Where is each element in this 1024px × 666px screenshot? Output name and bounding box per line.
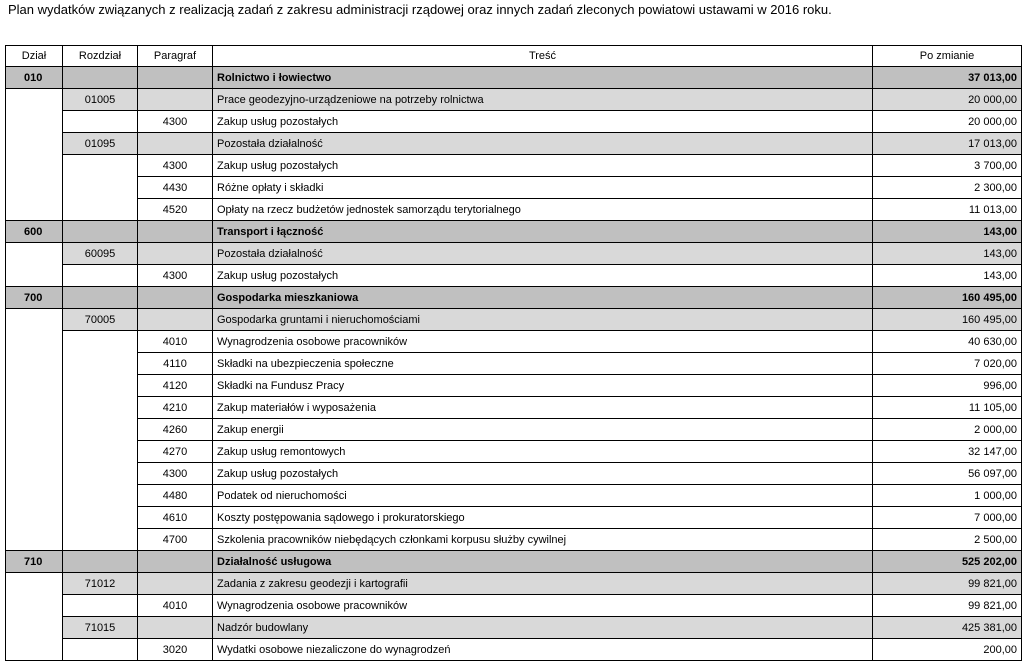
table-row — [6, 463, 1022, 485]
cell-po-zmianie: 40 630,00 — [873, 331, 1022, 353]
cell-tresc: Prace geodezyjno-urządzeniowe na potrzeby rolnictwa — [213, 89, 873, 111]
cell-po-zmianie: 20 000,00 — [873, 89, 1022, 111]
cell-paragraf — [138, 309, 213, 331]
cell-po-zmianie: 11 013,00 — [873, 199, 1022, 221]
table-row — [6, 67, 1022, 89]
cell-po-zmianie: 3 700,00 — [873, 155, 1022, 177]
cell-tresc: Pozostała działalność — [213, 133, 873, 155]
cell-paragraf — [138, 287, 213, 309]
cell-tresc: Rolnictwo i łowiectwo — [213, 67, 873, 89]
cell-po-zmianie: 20 000,00 — [873, 111, 1022, 133]
column-header-rozdzial: Rozdział — [63, 46, 138, 67]
cell-rozdzial — [63, 595, 138, 617]
cell-rozdzial: 60095 — [63, 243, 138, 265]
cell-po-zmianie: 2 500,00 — [873, 529, 1022, 551]
table-row — [6, 353, 1022, 375]
cell-paragraf: 4210 — [138, 397, 213, 419]
cell-dzial — [6, 573, 63, 661]
table-row — [6, 529, 1022, 551]
table-row — [6, 265, 1022, 287]
cell-dzial: 700 — [6, 287, 63, 309]
cell-paragraf — [138, 67, 213, 89]
cell-tresc: Transport i łączność — [213, 221, 873, 243]
cell-po-zmianie: 17 013,00 — [873, 133, 1022, 155]
cell-dzial: 710 — [6, 551, 63, 573]
cell-paragraf — [138, 551, 213, 573]
cell-paragraf: 4120 — [138, 375, 213, 397]
cell-po-zmianie: 99 821,00 — [873, 573, 1022, 595]
cell-rozdzial — [63, 265, 138, 287]
cell-paragraf: 4300 — [138, 111, 213, 133]
table-row — [6, 177, 1022, 199]
table-row — [6, 639, 1022, 661]
cell-tresc: Różne opłaty i składki — [213, 177, 873, 199]
table-row — [6, 507, 1022, 529]
cell-rozdzial — [63, 551, 138, 573]
cell-tresc: Wynagrodzenia osobowe pracowników — [213, 595, 873, 617]
cell-paragraf: 4300 — [138, 463, 213, 485]
table-body — [6, 67, 1022, 661]
cell-tresc: Działalność usługowa — [213, 551, 873, 573]
cell-dzial: 600 — [6, 221, 63, 243]
cell-tresc: Opłaty na rzecz budżetów jednostek samorządu terytorialnego — [213, 199, 873, 221]
cell-po-zmianie: 2 000,00 — [873, 419, 1022, 441]
table-row — [6, 155, 1022, 177]
cell-tresc: Zakup materiałów i wyposażenia — [213, 397, 873, 419]
table-row — [6, 111, 1022, 133]
cell-dzial — [6, 309, 63, 551]
cell-rozdzial: 01095 — [63, 133, 138, 155]
table-row — [6, 485, 1022, 507]
cell-po-zmianie: 2 300,00 — [873, 177, 1022, 199]
table-row — [6, 221, 1022, 243]
table-row — [6, 573, 1022, 595]
cell-rozdzial: 71015 — [63, 617, 138, 639]
cell-po-zmianie: 525 202,00 — [873, 551, 1022, 573]
cell-po-zmianie: 200,00 — [873, 639, 1022, 661]
cell-rozdzial: 71012 — [63, 573, 138, 595]
cell-tresc: Nadzór budowlany — [213, 617, 873, 639]
cell-paragraf — [138, 243, 213, 265]
cell-paragraf: 4430 — [138, 177, 213, 199]
cell-tresc: Zakup usług pozostałych — [213, 111, 873, 133]
cell-dzial: 010 — [6, 67, 63, 89]
cell-tresc: Podatek od nieruchomości — [213, 485, 873, 507]
cell-tresc: Koszty postępowania sądowego i prokuratorskiego — [213, 507, 873, 529]
table-row — [6, 397, 1022, 419]
column-header-paragraf: Paragraf — [138, 46, 213, 67]
cell-po-zmianie: 425 381,00 — [873, 617, 1022, 639]
cell-paragraf — [138, 573, 213, 595]
cell-rozdzial — [63, 67, 138, 89]
cell-tresc: Składki na Fundusz Pracy — [213, 375, 873, 397]
cell-tresc: Zakup usług remontowych — [213, 441, 873, 463]
cell-po-zmianie: 37 013,00 — [873, 67, 1022, 89]
cell-paragraf: 4700 — [138, 529, 213, 551]
cell-paragraf — [138, 221, 213, 243]
cell-po-zmianie: 7 000,00 — [873, 507, 1022, 529]
cell-paragraf: 4260 — [138, 419, 213, 441]
table-row — [6, 199, 1022, 221]
cell-po-zmianie: 143,00 — [873, 221, 1022, 243]
cell-tresc: Zakup energii — [213, 419, 873, 441]
cell-tresc: Zadania z zakresu geodezji i kartografii — [213, 573, 873, 595]
cell-paragraf — [138, 133, 213, 155]
cell-rozdzial — [63, 155, 138, 221]
table-row — [6, 243, 1022, 265]
table-row — [6, 309, 1022, 331]
table-row — [6, 419, 1022, 441]
cell-paragraf: 4110 — [138, 353, 213, 375]
cell-tresc: Zakup usług pozostałych — [213, 155, 873, 177]
cell-rozdzial — [63, 287, 138, 309]
table-row — [6, 331, 1022, 353]
column-header-dzial: Dział — [6, 46, 63, 67]
cell-paragraf — [138, 617, 213, 639]
cell-tresc: Wydatki osobowe niezaliczone do wynagrodzeń — [213, 639, 873, 661]
table-row — [6, 595, 1022, 617]
cell-paragraf: 4300 — [138, 155, 213, 177]
cell-po-zmianie: 143,00 — [873, 265, 1022, 287]
cell-po-zmianie: 160 495,00 — [873, 287, 1022, 309]
cell-tresc: Gospodarka mieszkaniowa — [213, 287, 873, 309]
table-row — [6, 287, 1022, 309]
column-header-po-zmianie: Po zmianie — [873, 46, 1022, 67]
cell-paragraf: 4300 — [138, 265, 213, 287]
cell-rozdzial — [63, 111, 138, 133]
cell-tresc: Zakup usług pozostałych — [213, 463, 873, 485]
cell-paragraf: 4010 — [138, 331, 213, 353]
cell-po-zmianie: 143,00 — [873, 243, 1022, 265]
cell-paragraf: 3020 — [138, 639, 213, 661]
cell-tresc: Wynagrodzenia osobowe pracowników — [213, 331, 873, 353]
cell-rozdzial: 70005 — [63, 309, 138, 331]
cell-rozdzial — [63, 221, 138, 243]
cell-dzial — [6, 243, 63, 287]
cell-po-zmianie: 11 105,00 — [873, 397, 1022, 419]
cell-po-zmianie: 99 821,00 — [873, 595, 1022, 617]
cell-tresc: Zakup usług pozostałych — [213, 265, 873, 287]
cell-paragraf: 4010 — [138, 595, 213, 617]
table-header-row — [6, 46, 1022, 67]
cell-dzial — [6, 89, 63, 221]
cell-rozdzial — [63, 331, 138, 551]
cell-tresc: Szkolenia pracowników niebędących członkami korpusu służby cywilnej — [213, 529, 873, 551]
cell-paragraf: 4480 — [138, 485, 213, 507]
budget-table — [5, 45, 1022, 661]
cell-po-zmianie: 56 097,00 — [873, 463, 1022, 485]
cell-po-zmianie: 160 495,00 — [873, 309, 1022, 331]
table-row — [6, 441, 1022, 463]
cell-paragraf: 4270 — [138, 441, 213, 463]
table-row — [6, 617, 1022, 639]
cell-rozdzial: 01005 — [63, 89, 138, 111]
cell-tresc: Składki na ubezpieczenia społeczne — [213, 353, 873, 375]
document-title: Plan wydatków związanych z realizacją zadań z zakresu administracji rządowej oraz innych zadań zleconych powiatowi ustawami w 2016 roku. — [8, 2, 832, 17]
cell-po-zmianie: 996,00 — [873, 375, 1022, 397]
table-row — [6, 89, 1022, 111]
cell-po-zmianie: 1 000,00 — [873, 485, 1022, 507]
cell-paragraf — [138, 89, 213, 111]
cell-tresc: Gospodarka gruntami i nieruchomościami — [213, 309, 873, 331]
cell-tresc: Pozostała działalność — [213, 243, 873, 265]
cell-po-zmianie: 7 020,00 — [873, 353, 1022, 375]
table-row — [6, 133, 1022, 155]
cell-po-zmianie: 32 147,00 — [873, 441, 1022, 463]
column-header-tresc: Treść — [213, 46, 873, 67]
cell-rozdzial — [63, 639, 138, 661]
table-row — [6, 551, 1022, 573]
table-row — [6, 375, 1022, 397]
cell-paragraf: 4610 — [138, 507, 213, 529]
cell-paragraf: 4520 — [138, 199, 213, 221]
